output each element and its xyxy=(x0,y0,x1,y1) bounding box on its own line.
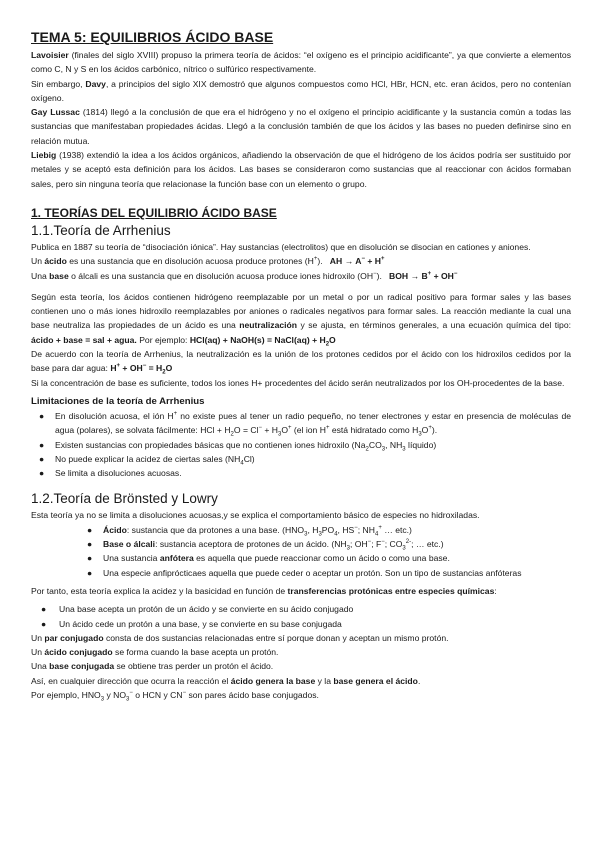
subsection-heading-bronsted: 1.2.Teoría de Brönsted y Lowry xyxy=(31,491,218,507)
arrhenius-base-definition: Una base o álcali es una sustancia que en disolución acuosa produce iones hidroxilo (OH−). BOH → B+ + OH− xyxy=(31,270,458,281)
page-title: TEMA 5: EQUILIBRIOS ÁCIDO BASE xyxy=(31,29,274,45)
document-page xyxy=(31,28,571,702)
conjugate-pair-definition: Un par conjugado consta de dos sustancias relacionadas entre sí porque donan y aceptan un mismo protón. xyxy=(31,632,449,643)
bullet-icon: ● xyxy=(39,410,45,421)
conjugate-base-definition: Una base conjugada se obtiene tras perder un protón el ácido. xyxy=(31,661,274,672)
list-item: ● Existen sustancias con propiedades básicas que no contienen iones hidroxilo ($Na_2CO_3$, $NH_3$ líquido) xyxy=(39,439,437,453)
list-item: ● Se limita a disoluciones acuosas. xyxy=(31,466,571,480)
list-item: ● No puede explicar la acidez de ciertas sales $(NH_4Cl)$ xyxy=(39,453,255,467)
conjugate-list xyxy=(31,602,571,631)
list-item: ● En disolución acuosa, el ión H+ no existe pues al tener un radio pequeño, no tener electrones y estar en presencia de moléculas de agua (polares), se solvata fácilmente: HCl + $H_2O = Cl^- + H_3O^+$ (el ion H+ está hidratado como $H_3O^+$). xyxy=(39,410,571,438)
list-item: ● Una sustancia anfótera es aquella que puede reaccionar como un ácido o como una base. xyxy=(31,551,571,565)
bullet-icon: ● xyxy=(41,618,47,629)
bronsted-definitions-list xyxy=(31,523,571,580)
subsection-heading-arrhenius: 1.1.Teoría de Arrhenius xyxy=(31,222,171,238)
conjugate-example: Por ejemplo, $HNO_3$ y $NO_3^-$ o HCN y CN− son pares ácido base conjugados. xyxy=(31,689,319,703)
conjugate-acid-definition: Un ácido conjugado se forma cuando la base acepta un protón. xyxy=(31,647,279,658)
section-heading-theories: 1. TEORÍAS DEL EQUILIBRIO ÁCIDO BASE xyxy=(31,205,277,220)
bronsted-proton-transfer: Por tanto, esta teoría explica la acidez y la basicidad en función de transferencias protónicas entre especies químicas: xyxy=(31,585,497,596)
arrhenius-acid-definition: Un ácido es una sustancia que en disolución acuosa produce protones (H+). AH → A− + H+ xyxy=(31,256,385,267)
arrhenius-water-formation: De acuerdo con la teoría de Arrhenius, la neutralización es la unión de los protones cedidos por el ácido con los hidroxilos cedidos por la base para dar agua: $H^+ + OH^- = H_2O$ xyxy=(31,349,571,377)
bronsted-intro: Esta teoría ya no se limita a disoluciones acuosas,y se explica el comportamiento básico de especies no hidroxiladas. xyxy=(31,510,480,521)
bullet-icon: ● xyxy=(39,453,45,464)
bullet-icon: ● xyxy=(87,524,93,535)
bullet-icon: ● xyxy=(39,468,45,479)
bullet-icon: ● xyxy=(87,567,93,578)
list-item: ● Un ácido cede un protón a una base, y se convierte en su base conjugada xyxy=(31,617,571,631)
bullet-icon: ● xyxy=(39,439,45,450)
intro-gay-lussac: Gay Lussac (1814) llegó a la conclusión de que era el hidrógeno y no el oxígeno el principio acidificante y la sustancia común a todas las sustancias que manifestaban propiedades ácidas. Llegó a la conclusión también de que los ácidos y las bases no pueden definirse sino en relación mutua. xyxy=(31,107,572,146)
bullet-icon: ● xyxy=(87,539,93,550)
intro-liebig: Liebig (1938) extendió la idea a los ácidos orgánicos, añadiendo la observación de que el hidrógeno de los ácidos podría ser sustituido por metales y se aceptó esta definición para los ácidos. Las bases se consideraron como sustancias que al reaccionar con ácidos formaban sales, pero sin ninguna teoría que relacionase la función base con un elemento o grupo. xyxy=(31,150,571,189)
bullet-icon: ● xyxy=(41,604,47,615)
reaction-direction: Así, en cualquier dirección que ocurra la reacción el ácido genera la base y la base genera el ácido. xyxy=(31,675,421,686)
list-item: ● Una especie anfiprócticaes aquella que puede ceder o aceptar un protón. Son un tipo de sustancias anfóteras xyxy=(31,566,571,580)
list-item: ● Ácido: sustancia que da protones a una base. ($HNO_3$, $H_3PO_4$, HS−; $NH_4^+$ … etc.) xyxy=(87,524,412,538)
arrhenius-concentration: Si la concentración de base es suficiente, todos los iones H+ procedentes del ácido serán neutralizados por los OH-procedentes de la base. xyxy=(31,377,565,388)
list-item: ● Una base acepta un protón de un ácido y se convierte en su ácido conjugado xyxy=(31,602,571,616)
intro-davy: Sin embargo, Davy, a principios del siglo XIX demostró que algunos compuestos como HCl, HBr, HCN, etc. eran ácidos, pero no contenían oxígeno. xyxy=(31,78,571,103)
bullet-icon: ● xyxy=(87,553,93,564)
intro-lavoisier: Lavoisier (finales del siglo XVIII) propuso la primera teoría de ácidos: “el oxígeno es el principio acidificante”, ya que convierte a elementos como C, N y S en los ácidos carbónico, nítrico o sulfúrico respectivamente. xyxy=(31,50,571,75)
list-item: ● Base o álcali: sustancia aceptora de protones de un ácido. ($NH_3$; OH−; F−; $CO_3^{2-}$; … etc.) xyxy=(87,539,444,552)
limitations-list xyxy=(31,409,571,480)
arrhenius-intro: Publica en 1887 su teoría de “disociación iónica”. Hay sustancias (electrolitos) que en disolución se disocian en cationes y aniones. xyxy=(31,241,531,252)
limitations-heading: Limitaciones de la teoría de Arrhenius xyxy=(31,395,205,407)
arrhenius-neutralization: Según esta teoría, los ácidos contienen hidrógeno reemplazable por un metal o por un radical positivo para formar sales y las bases contienen uno o más iones hidroxilo reemplazables por aniones o radicales negativos para formar sales. La reacción mediante la cual una base neutraliza las propiedades de un ácido es una neutralización y se ajusta, en términos generales, a una ecuación química del tipo: ácido + base = sal + agua. Por ejemplo: HCl(aq) + NaOH(s) = NaCl(aq) + $H_2O$ xyxy=(31,291,571,348)
